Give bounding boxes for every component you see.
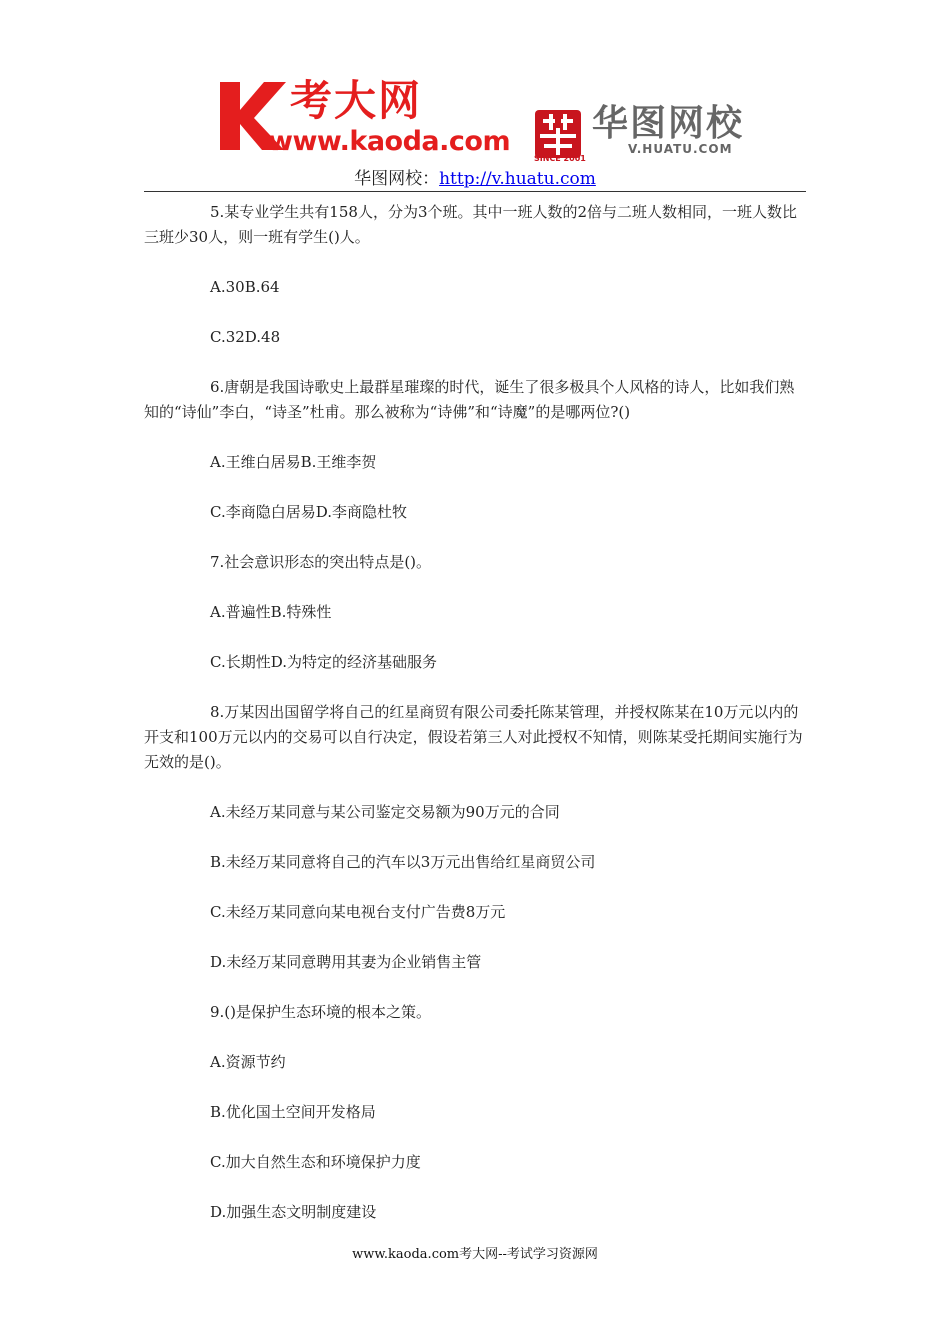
question-7-option: A.普遍性B.特殊性 <box>210 603 332 621</box>
question-8-option: A.未经万某同意与某公司鉴定交易额为90万元的合同 <box>210 803 560 821</box>
question-9-option: D.加强生态文明制度建设 <box>210 1203 377 1221</box>
page-header <box>0 0 950 200</box>
site-label: 华图网校： <box>354 169 440 189</box>
question-5-option: C.32D.48 <box>210 328 281 346</box>
question-8-text: 8.万某因出国留学将自己的红星商贸有限公司委托陈某管理，并授权陈某在10万元以内的开支和100万元以内的交易可以自行决定，假设若第三人对此授权不知情，则陈某受托期间实施行为无效的是()。 <box>144 703 803 771</box>
huatu-since-text: SINCE 2001 <box>534 154 586 163</box>
kaoda-logo-url: www.kaoda.com <box>268 126 511 157</box>
question-8-option: C.未经万某同意向某电视台支付广告费8万元 <box>210 903 506 921</box>
huatu-logo-domain: V.HUATU.COM <box>628 142 733 156</box>
question-7-text: 7.社会意识形态的突出特点是()。 <box>210 553 432 571</box>
question-5-option: A.30B.64 <box>210 278 280 296</box>
kaoda-logo-title: 考大网 <box>290 76 423 125</box>
question-7-option: C.长期性D.为特定的经济基础服务 <box>210 653 437 671</box>
question-9-option: B.优化国土空间开发格局 <box>210 1103 376 1121</box>
question-8-option: D.未经万某同意聘用其妻为企业销售主管 <box>210 953 482 971</box>
page-footer: www.kaoda.com考大网--考试学习资源网 <box>352 1247 598 1262</box>
question-9-option: A.资源节约 <box>210 1053 286 1071</box>
question-6-option: C.李商隐白居易D.李商隐杜牧 <box>210 503 407 521</box>
question-9-option: C.加大自然生态和环境保护力度 <box>210 1153 421 1171</box>
site-link[interactable]: http://v.huatu.com <box>439 169 596 189</box>
question-6-text: 6.唐朝是我国诗歌史上最群星璀璨的时代，诞生了很多极具个人风格的诗人，比如我们熟知的“诗仙”李白，“诗圣”杜甫。那么被称为“诗佛”和“诗魔”的是哪两位?() <box>144 378 795 421</box>
site-line <box>0 168 950 190</box>
question-6-option: A.王维白居易B.王维李贺 <box>210 453 377 471</box>
question-9-text: 9.()是保护生态环境的根本之策。 <box>210 1003 432 1021</box>
header-divider <box>144 191 806 192</box>
question-list <box>144 200 806 1225</box>
huatu-logo-name: 华图网校 <box>592 103 745 144</box>
question-8-option: B.未经万某同意将自己的汽车以3万元出售给红星商贸公司 <box>210 853 596 871</box>
question-5-text: 5.某专业学生共有158人，分为3个班。其中一班人数的2倍与二班人数相同，一班人数比三班少30人，则一班有学生()人。 <box>144 203 798 246</box>
